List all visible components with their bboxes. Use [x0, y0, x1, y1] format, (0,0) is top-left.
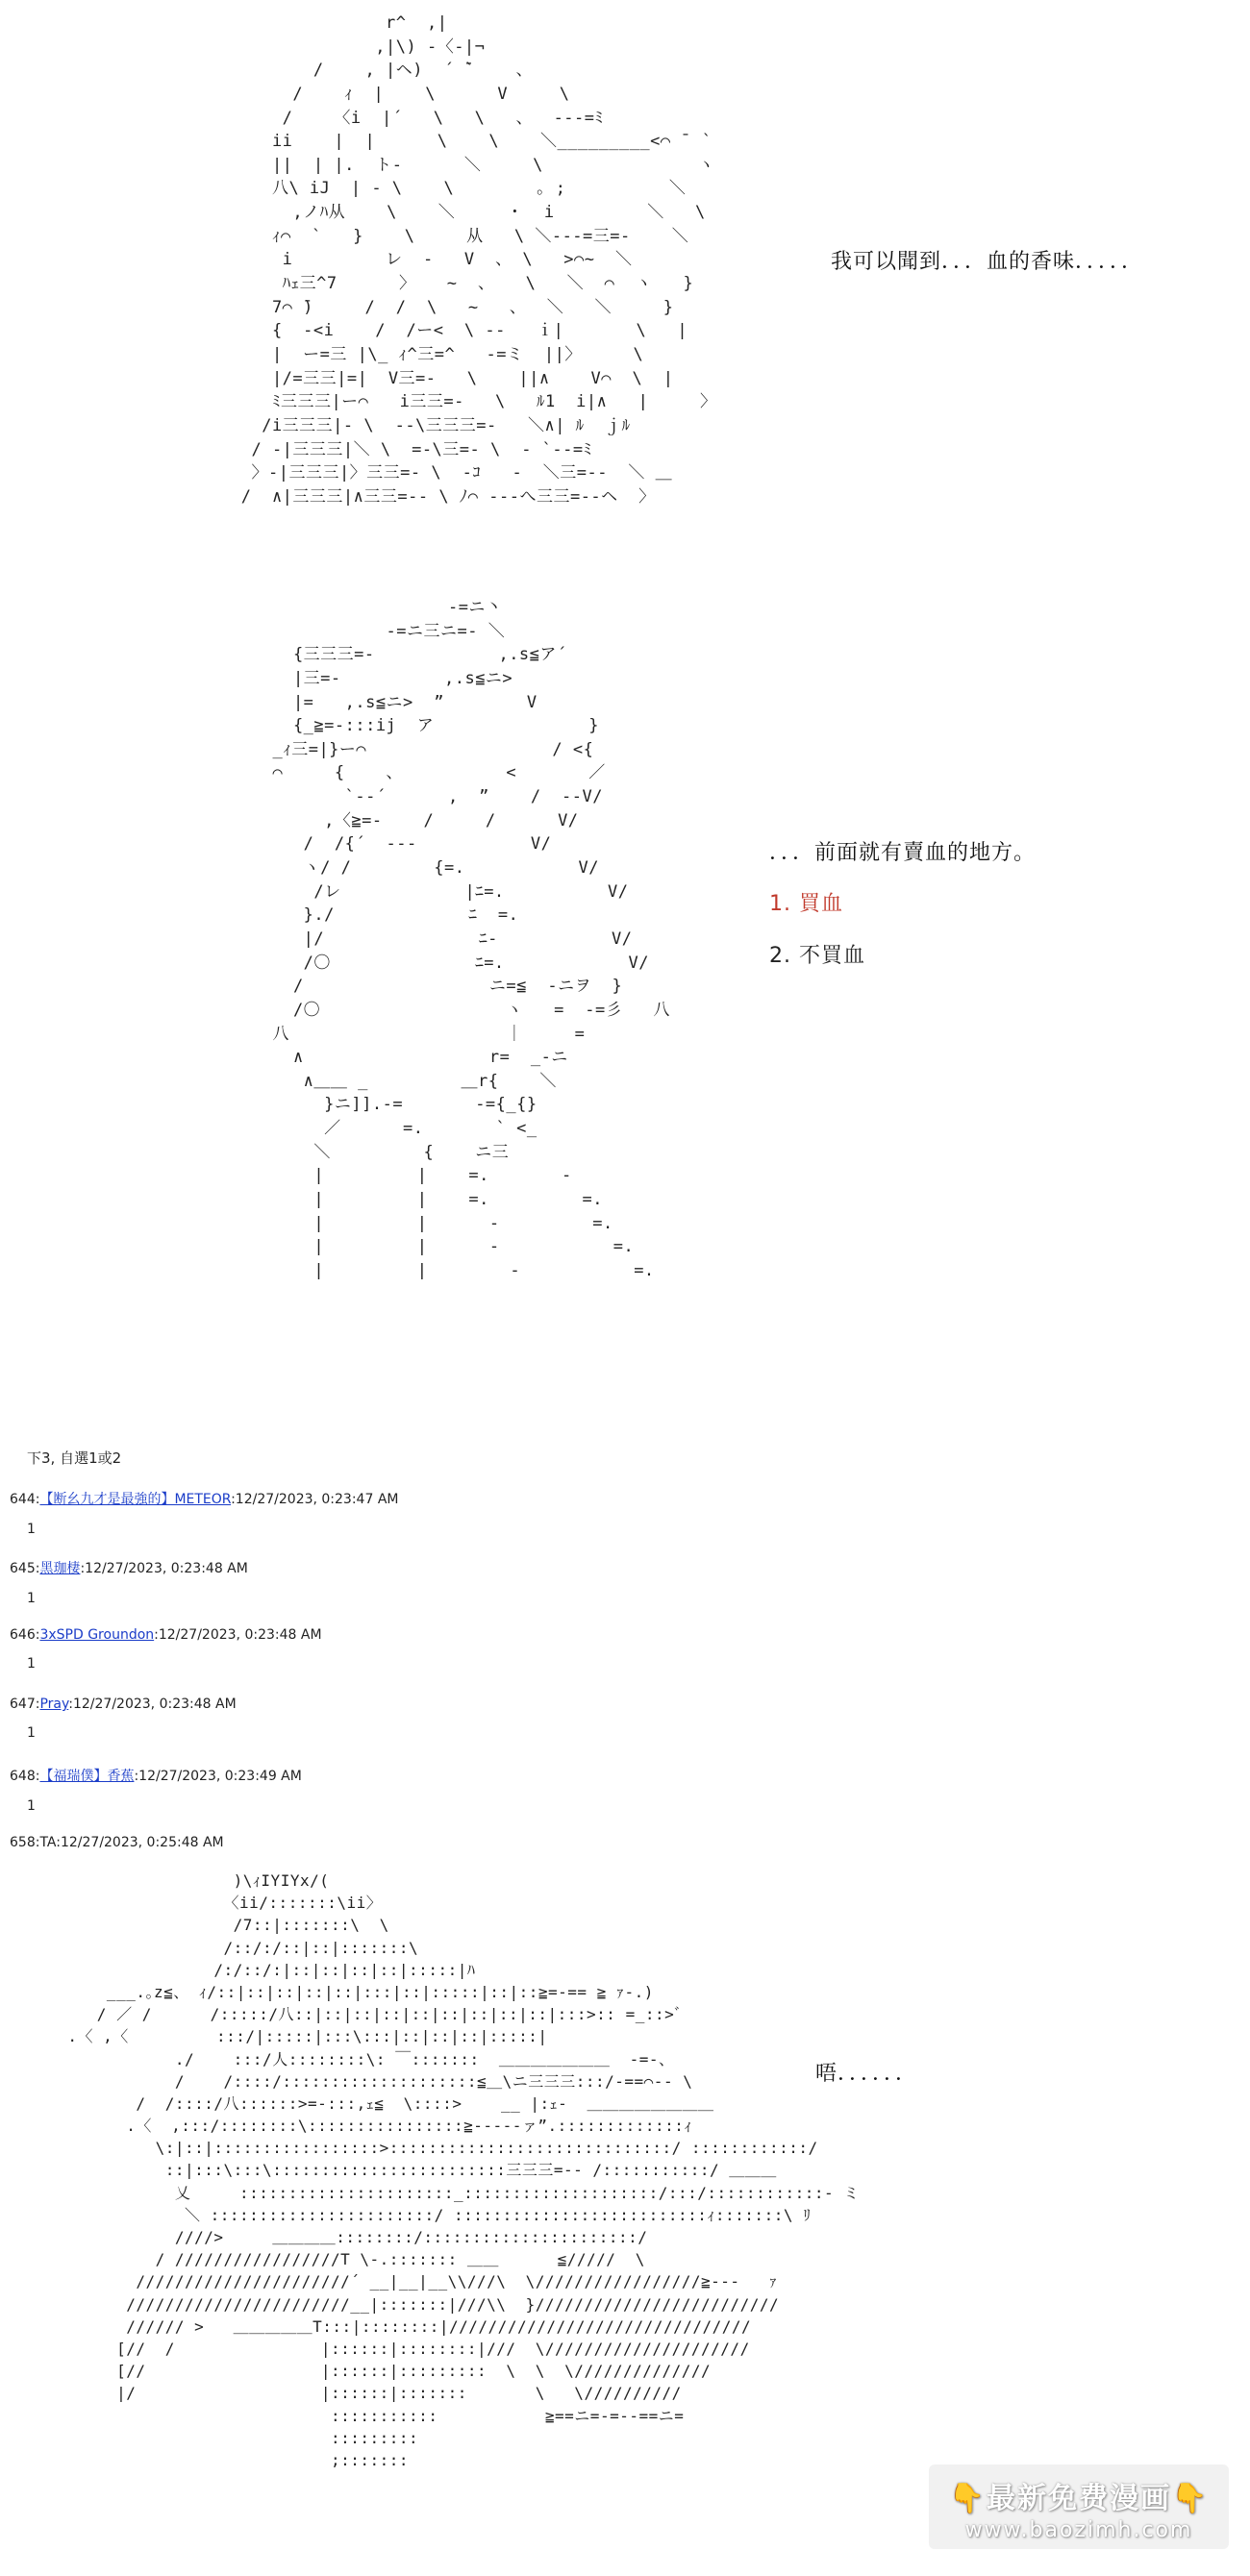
post-647	[10, 1697, 875, 1766]
post-body: 1	[27, 1656, 36, 1672]
post-timestamp: :12/27/2023, 0:23:47 AM	[231, 1492, 399, 1507]
post-id: 648:	[10, 1769, 40, 1784]
ascii-art-sniffing-character: r^ ,| ,|\) -〈-|¬ / , |ヘ) ´ ̄` 、 / ｨ | \ V \ / 〈i |´ \ \ 、 ‐‐‐=ﾐ ii | | \ \ ＼_________<⌒ ̄ ` || | |. ト‐ ＼ \ ヽ 八\ iJ | ‐ \ \ ｡ ; ＼ ,ノﾊ从 \ ＼ ・ i ＼ \ ｨ⌒ ` } \ 从 \ ＼‐‐‐=三=‐ ＼ i レ - V 、 \ >⌒~ ＼ ﾊｪ三^7 〉 ~ 、 \ ＼ ⌒ ヽ } 7⌒ ̄) / / \ ~ 、 ＼ ＼ } { -<i / /ー< \ ‐‐ ｉ| \ | | ー=三 |\_ ｨ^三=^ ‐=ミ ||〉 \ |/=三三|=| V三=‐ \ ||∧ V⌒ \ | ﾐ三三三|ー⌒ i三三=‐ \ ﾙ1 i|∧ | 〉 /i三三三|‐ \ ‐‐\三三三=‐ ＼∧| ﾙ ｊﾙ / ‐|三三三|＼ \ =‐\三=‐ \ ‐ `‐‐=ﾐ 〉‐|三三三|〉三三=‐ \ ‐ｺ ‐ ＼三=‐‐ ＼ ＿ / ∧|三三三|∧三三=‐‐ \ ﾉ⌒ ‐‐‐へ三三=‐‐ヘ 〉	[240, 13, 717, 507]
post-timestamp: :12/27/2023, 0:23:48 AM	[80, 1561, 248, 1576]
dialogue-blood-shop: ．．．前面就有賣血的地方。	[769, 841, 1037, 865]
post-timestamp: :12/27/2023, 0:23:48 AM	[154, 1627, 322, 1643]
post-header	[10, 1489, 875, 1508]
dialogue-smell-blood: 我可以聞到．．．血的香味．．．．．	[831, 250, 1144, 274]
post-644	[10, 1489, 875, 1558]
post-timestamp: :12/27/2023, 0:23:48 AM	[68, 1697, 237, 1712]
post-id: 644:	[10, 1492, 40, 1507]
post-author-link[interactable]: Pray	[39, 1697, 69, 1712]
vote-instruction: 下3, 自選1或2	[27, 1449, 122, 1467]
choice-buy-blood-label: 1. 買血	[769, 892, 843, 916]
post-body: 1	[27, 1798, 36, 1814]
post-author-link[interactable]: 黑珈棲	[39, 1561, 81, 1576]
choice-buy-blood[interactable]	[769, 887, 843, 917]
post-body: 1	[27, 1725, 36, 1741]
post-id: 645:	[10, 1561, 40, 1576]
post-648	[10, 1766, 875, 1835]
post-645	[10, 1558, 875, 1627]
watermark-title: 👇最新免费漫画👇	[948, 2482, 1210, 2515]
post-id: 646:	[10, 1627, 40, 1643]
post-body: 1	[27, 1591, 36, 1606]
site-watermark[interactable]	[929, 2465, 1229, 2549]
post-id: 647:	[10, 1697, 40, 1712]
post-timestamp: :12/27/2023, 0:23:49 AM	[134, 1769, 302, 1784]
post-id: 658:	[10, 1835, 40, 1850]
ascii-art-hat-character: ‐=ニ丶 ‐=ニ三ニ=‐ ＼ {三三三=‐ ,.s≦ア´ |三=‐ ,.s≦ニ> |= ,.s≦ニ> ” V {_≧=‐:::ij ア } _ｨ三=|}ー⌒ / <{ ⌒ { 、 < ／ `‐‐´ , ” / ‐‐V/ ,〈≧=‐ / / V/ / /{´ ‐‐‐ V/ ヽ/ / {=. V/ /レ |ﾆ=. V/ }./ ﾆ =. |/ ﾆ‐ V/ /〇 ﾆ=. V/ / ニ=≦ ‐ニヲ } /〇 ヽ = ‐=彡 八 八 ｜ = ∧ r= _‐ニ ∧＿＿ _ ＿r{ ＼ }ニ]].‐= ‐={_{} ／ =. ` <_ ＼ { ニ三 | | =. ‐ | | =. =. | | ‐ =. | | ‐ =. | | ‐ =.	[272, 598, 670, 1280]
post-header	[10, 1835, 875, 1850]
post-author-link[interactable]: 【福瑞僕】香蕉	[39, 1769, 135, 1784]
post-header	[10, 1558, 875, 1577]
post-author-link[interactable]: 3xSPD Groundon	[39, 1627, 155, 1643]
watermark-url: www.baozimh.com	[964, 2518, 1193, 2542]
dialogue-hmm: 唔．．．．．．	[815, 2062, 918, 2086]
post-timestamp: :12/27/2023, 0:25:48 AM	[56, 1835, 224, 1850]
post-body: 1	[27, 1522, 36, 1537]
post-author-link[interactable]: 【断幺九才是最強的】METEOR	[39, 1492, 232, 1507]
post-author: TA	[39, 1835, 57, 1850]
vote-thread	[10, 1448, 875, 1904]
ascii-art-cloaked-character: )\ｨIYIYx/( 〈ii/:::::::\ii〉 /7::|:::::::\ \ /::/:/::|::|:::::::\ /:/::/:|::|::|::|::|:::::|ﾊ ___.｡z≦、 ｨ/::|::|::|::|::|:::|::|:::::|::|::≧=‐== ≧ ｧ‐.) / ／ / /:::::/八::|::|::|::|::|::|::|::|::|:::>:: =_::>ﾞ .〈 ,〈 :::/|:::::|:::\:::|::|::|::|:::::| ./ :::/人::::::::\: ￣::::::: ＿＿＿＿＿＿＿ ‐=‐、 / /::::/::::::::::::::::::::≦＿\ニ三三三:::/‐==⌒‐‐ \ / /::::/八::::::>=‐:::,ｪ≦ \::::> __ |:ｪ‐ ＿＿＿＿＿＿＿＿ .〈 ,:::/::::::::\::::::::::::::::≧‐‐‐‐‐ァ”.:::::::::::::ｨ \:|::|:::::::::::::::::>:::::::::::::::::::::::::::::/ ::::::::::::/ ::|:::\:::\::::::::::::::::::::::::三三三=‐‐ /:::::::::::/ ＿＿＿ 乂 ::::::::::::::::::::::_::::::::::::::::::::/:::/::::::::::::‐ ミ ＼ :::::::::::::::::::::::/ ::::::::::::::::::::::::::ｨ:::::::\ ﾘ ////> ＿＿＿＿::::::::/::::::::::::::::::::::/ / /////////////////T \‐.::::::: ＿＿ ≦///// \ //////////////////////´ __|__|__\\///\ \/////////////////≧‐‐‐ ｧ ///////////////////////__|:::::::|///\\ }///////////////////////// ////// > ＿＿＿＿＿T:::|::::::::|/////////////////////////////// [// / |::::::|::::::::|/// \///////////////////// [// |::::::|::::::::: \ \ \////////////// |/ |::::::|::::::: \ \////////// ::::::::::: ≧==ニ=‐=‐‐==ニ= ::::::::: ;:::::::	[67, 1871, 860, 2469]
post-646	[10, 1627, 875, 1697]
post-header	[10, 1697, 875, 1712]
post-header	[10, 1627, 875, 1643]
choice-not-buy-blood-label: 2. 不買血	[769, 944, 865, 968]
choice-not-buy-blood[interactable]	[769, 939, 865, 969]
post-header	[10, 1766, 875, 1785]
